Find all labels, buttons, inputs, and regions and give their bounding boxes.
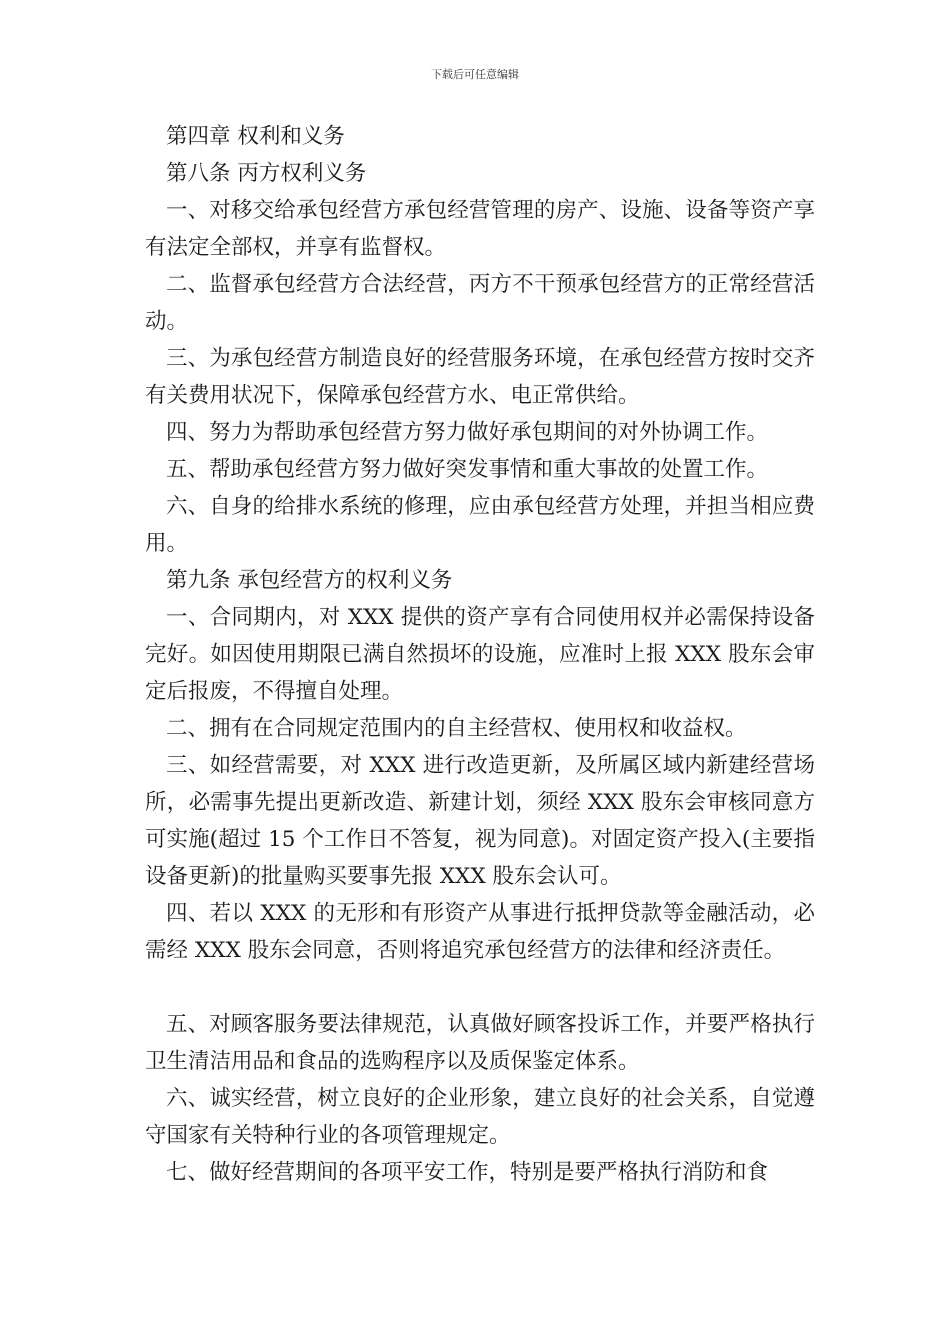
- paragraph: 五、帮助承包经营方努力做好突发事情和重大事故的处置工作。: [166, 457, 769, 482]
- paragraph: 二、监督承包经营方合法经营，丙方不干预承包经营方的正常经营活动。: [145, 272, 815, 334]
- paragraph: 三、为承包经营方制造良好的经营服务环境，在承包经营方按时交齐有关费用状况下，保障承包经营方水、电正常供给。: [145, 346, 815, 408]
- blank-line: [145, 969, 815, 1006]
- article-heading: 第九条 承包经营方的权利义务: [166, 568, 453, 593]
- paragraph: 四、若以 XXX 的无形和有形资产从事进行抵押贷款等金融活动，必需经 XXX 股东会同意，否则将追究承包经营方的法律和经济责任。: [145, 901, 815, 963]
- paragraph: 六、自身的给排水系统的修理，应由承包经营方处理，并担当相应费用。: [145, 494, 815, 556]
- paragraph: 五、对顾客服务要法律规范，认真做好顾客投诉工作，并要严格执行卫生清洁用品和食品的选购程序以及质保鉴定体系。: [145, 1012, 815, 1074]
- paragraph: 七、做好经营期间的各项平安工作，特别是要严格执行消防和食: [166, 1160, 769, 1185]
- chapter-heading: 第四章 权利和义务: [166, 124, 345, 149]
- paragraph: 六、诚实经营，树立良好的企业形象，建立良好的社会关系，自觉遵守国家有关特种行业的各项管理规定。: [145, 1086, 815, 1148]
- paragraph: 一、对移交给承包经营方承包经营管理的房产、设施、设备等资产享有法定全部权，并享有监督权。: [145, 198, 815, 260]
- paragraph: 四、努力为帮助承包经营方努力做好承包期间的对外协调工作。: [166, 420, 769, 445]
- paragraph: 二、拥有在合同规定范围内的自主经营权、使用权和收益权。: [166, 716, 747, 741]
- paragraph: 一、合同期内，对 XXX 提供的资产享有合同使用权并必需保持设备完好。如因使用期限已满自然损坏的设施，应准时上报 XXX 股东会审定后报废，不得擅自处理。: [145, 605, 815, 704]
- article-heading: 第八条 丙方权利义务: [166, 161, 367, 186]
- page-header: 下载后可任意编辑: [431, 68, 519, 81]
- paragraph: 三、如经营需要，对 XXX 进行改造更新，及所属区域内新建经营场所，必需事先提出更新改造、新建计划，须经 XXX 股东会审核同意方可实施(超过 15 个工作日不答复，视为同意)。对固定资产投入(主要指设备更新)的批量购买要事先报 XXX 股东会认可。: [145, 753, 815, 889]
- document-body: [145, 118, 815, 1191]
